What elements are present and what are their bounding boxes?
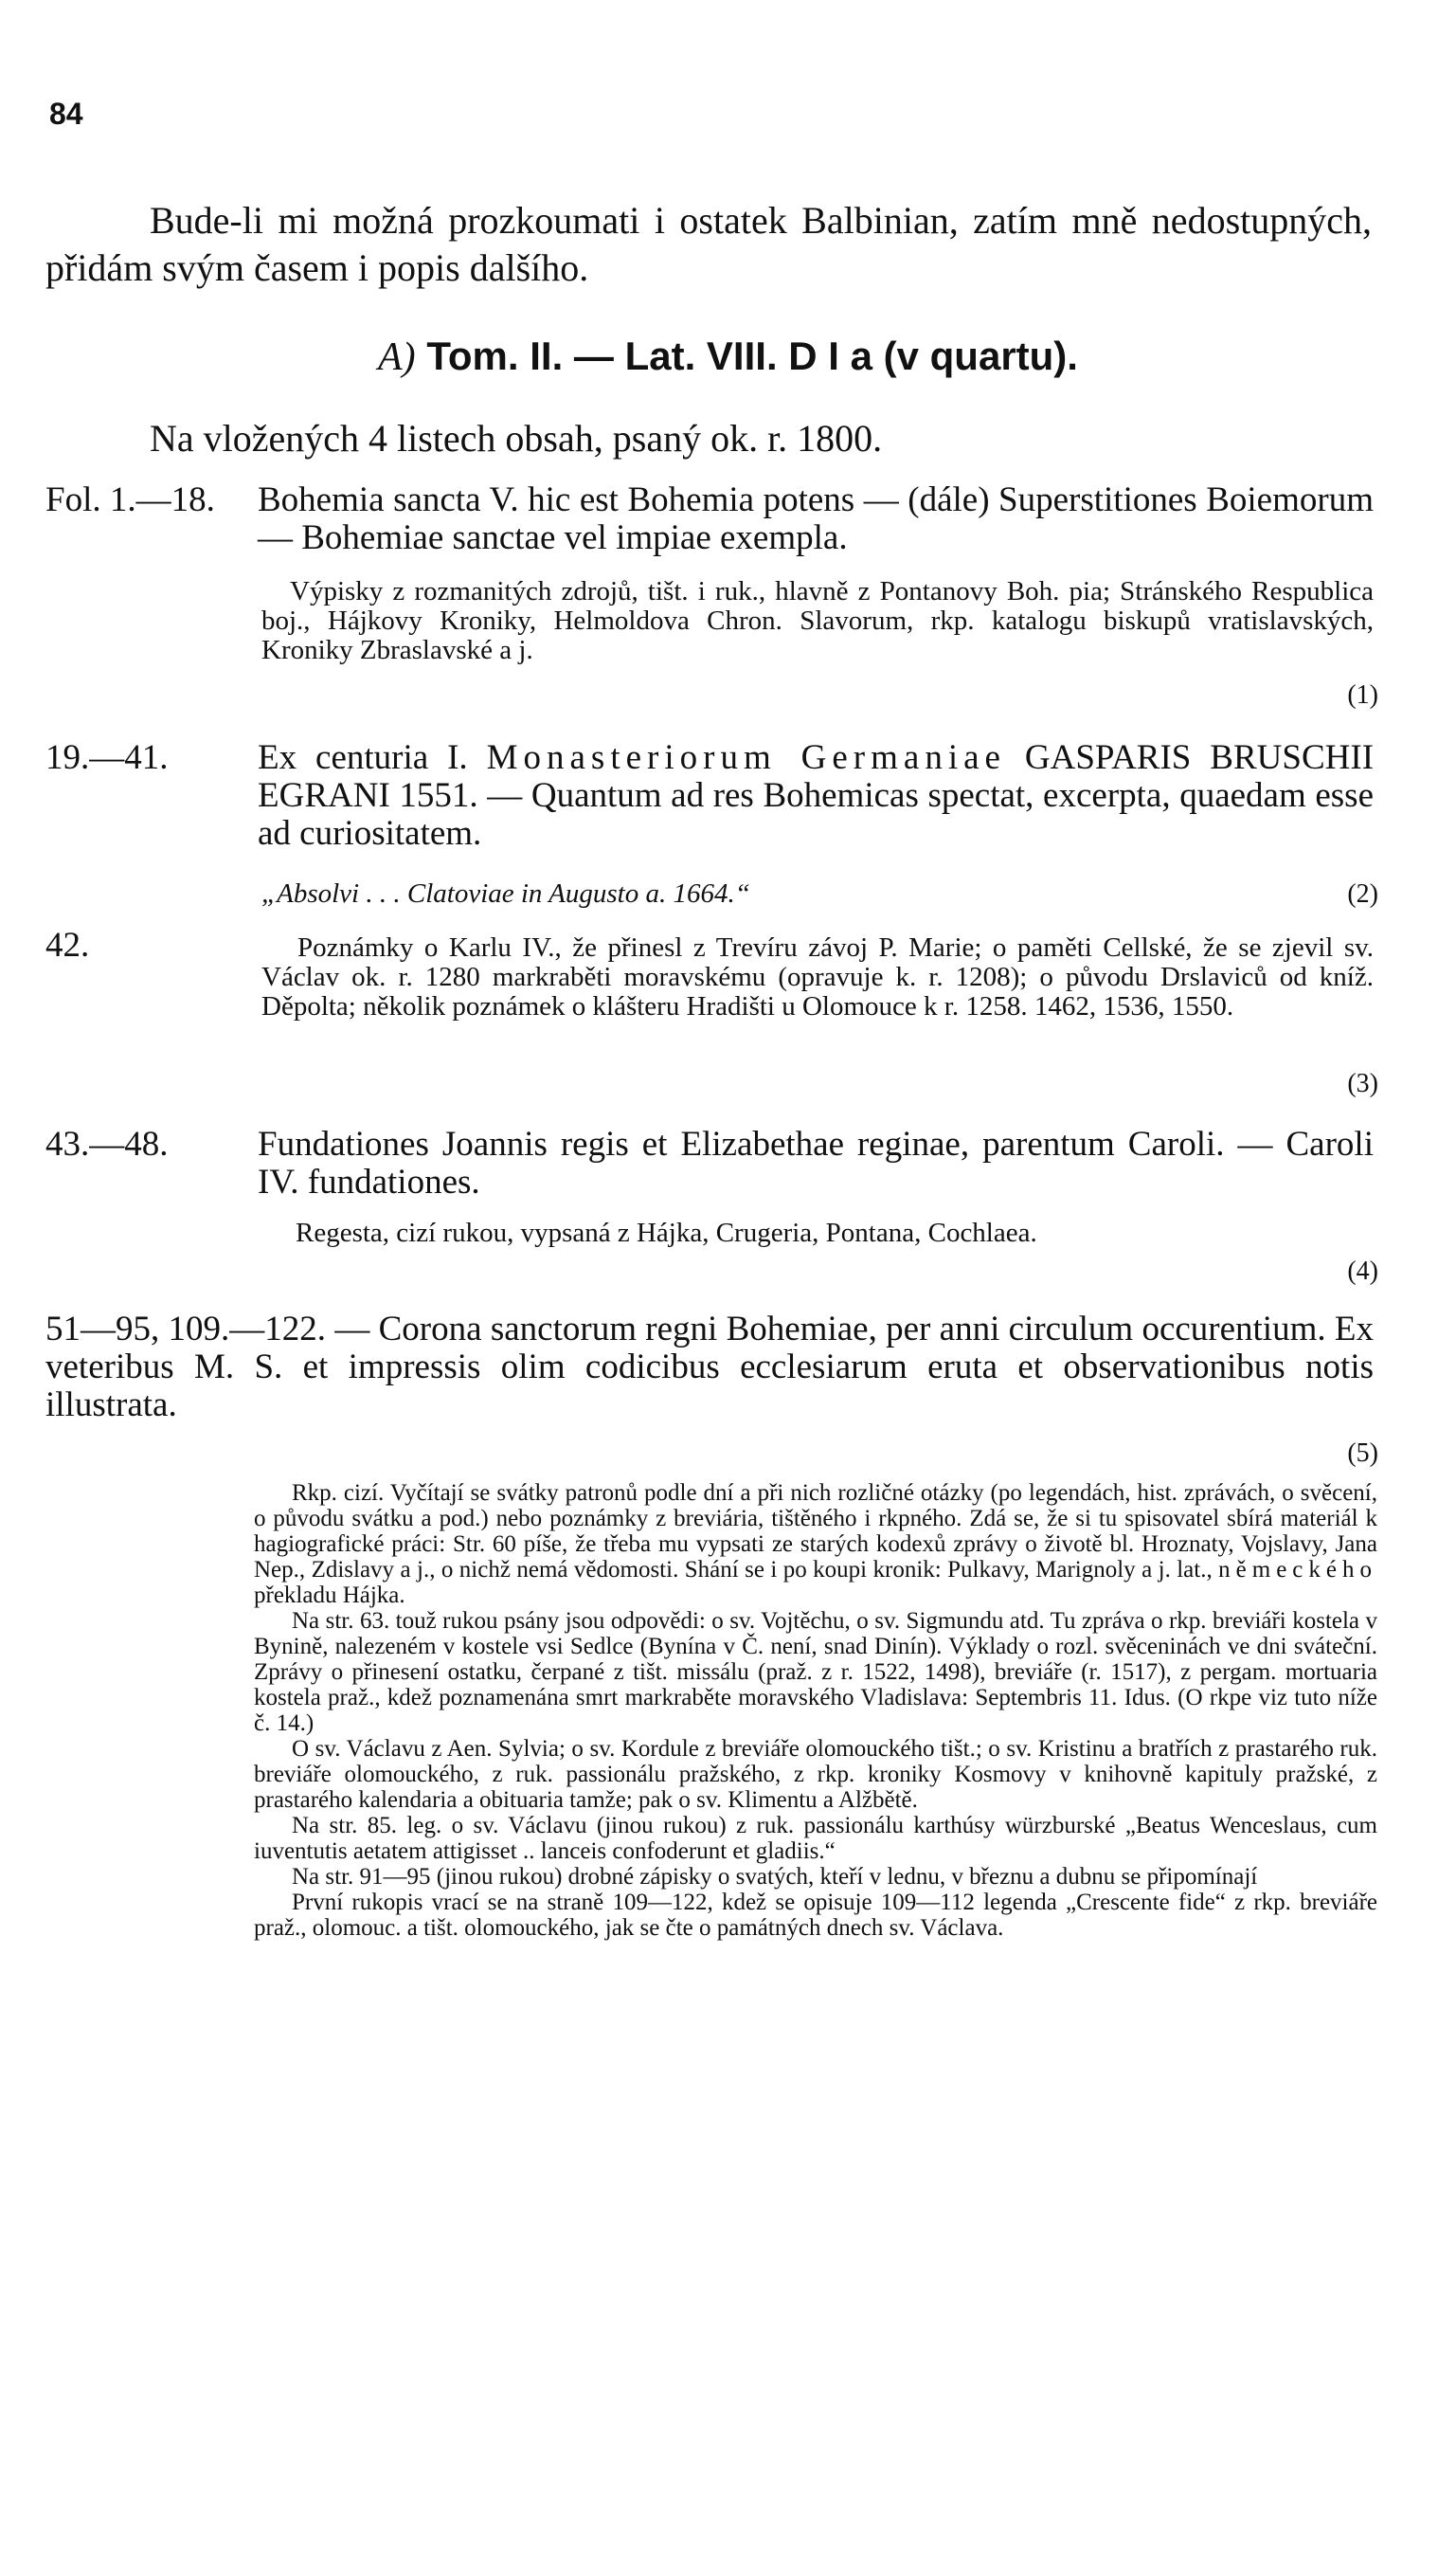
- entry-2-label: 19.—41.: [45, 738, 169, 777]
- entry-2-number: (2): [1347, 879, 1378, 909]
- entry-5: [45, 1311, 1374, 1424]
- notes-paragraph-6: První rukopis vrací se na straně 109—122, kdež se opisuje 109—112 legenda „Crescente fide“ z rkp. breviáře praž., olomouc. a tišt. olomouckého, jak se čte o památných dnech sv. Václava.: [254, 1890, 1377, 1941]
- entry-2-main-a: Ex centuria I.: [258, 738, 468, 777]
- entry-4-label: 43.—48.: [45, 1125, 169, 1164]
- heading-prefix: A): [378, 335, 416, 379]
- notes-paragraph-5: Na str. 91—95 (jinou rukou) drobné zápisky o svatých, kteří v lednu, v březnu a dubnu se připomínají: [292, 1864, 1258, 1890]
- notes-paragraph-1: [254, 1480, 1377, 1608]
- entry-1-label: Fol. 1.—18.: [45, 480, 215, 519]
- entry-2-main: [258, 739, 1374, 853]
- entry-1-number: (1): [1347, 680, 1378, 710]
- entry-5-label: 51—95, 109.—122.: [45, 1310, 327, 1348]
- entry-3-note: Poznámky o Karlu IV., že přinesl z Trevíru závoj P. Marie; o paměti Cellské, že se zjevil sv. Václav ok. r. 1280 markraběti moravskému (opravuje k. r. 1208); o původu Drslaviců od kníž. Děpolta; několik poznámek o klášteru Hradišti u Olomouce k r. 1258. 1462, 1536, 1550.: [261, 932, 1374, 1022]
- entry-5-number: (5): [1347, 1438, 1378, 1468]
- entry-2-main-b: GASPARIS BRUSCHII EGRANI 1551. — Quantum ad res Bohemicas spectat, excerpta, quaedam esse ad curiositatem.: [258, 738, 1375, 853]
- entry-3-label: 42.: [45, 926, 90, 965]
- entry-4-number: (4): [1347, 1257, 1378, 1286]
- intro-paragraph: Bude-li mi možná prozkoumati i ostatek Balbinian, zatím mně nedostupných, přidám svým časem i popis dalšího.: [45, 199, 1372, 289]
- notes-block: [254, 1480, 1377, 1941]
- heading-title: Tom. II. — Lat. VIII. D I a (v quartu).: [426, 334, 1078, 378]
- entry-3-number: (3): [1347, 1069, 1378, 1098]
- entry-4-note: Regesta, cizí rukou, vypsaná z Hájka, Crugeria, Pontana, Cochlaea.: [296, 1218, 1037, 1248]
- section-heading: [0, 334, 1456, 380]
- page-number: 84: [49, 97, 83, 131]
- entry-1-note: Výpisky z rozmanitých zdrojů, tišt. i ruk., hlavně z Pontanovy Boh. pia; Stránského Respublica boj., Hájkovy Kroniky, Helmoldova Chron. Slavorum, rkp. katalogu biskupů vratislavských, Kroniky Zbraslavské a j.: [261, 576, 1374, 665]
- notes-paragraph-2: Na str. 63. touž rukou psány jsou odpovědi: o sv. Vojtěchu, o sv. Sigmundu atd. Tu zpráva o rkp. breviáři kostela v Bynině, nalezeném v kostele vsi Sedlce (Bynína v Č. není, snad Dinín). Výklady o rozl. svěceninách ve dni sváteční. Zprávy o přinesení ostatku, čerpané z tišt. missálu (praž. z r. 1522, 1498), breviáře (r. 1517), z pergam. mortuaria kostela praž., kdež poznamenána smrt markraběte moravského Vladislava: Septembris 11. Idus. (O rkpe viz tuto níže č. 14.): [254, 1608, 1377, 1736]
- entry-5-main: — Corona sanctorum regni Bohemiae, per anni circulum occurentium. Ex veteribus M. S. et impressis olim codicibus ecclesiarum eruta et observationibus notis illustrata.: [45, 1310, 1375, 1424]
- entry-4-main: Fundationes Joannis regis et Elizabethae reginae, parentum Caroli. — Caroli IV. fundationes.: [258, 1125, 1374, 1202]
- notes-p1-spaced: německého: [1218, 1557, 1377, 1583]
- entry-2-quote: „Absolvi . . . Clatoviae in Augusto a. 1664.“: [261, 878, 750, 909]
- entry-2-main-spaced: Monasteriorum Germaniae: [486, 738, 1006, 777]
- contents-note: Na vložených 4 listech obsah, psaný ok. r. 1800.: [150, 417, 883, 460]
- notes-paragraph-3: O sv. Václavu z Aen. Sylvia; o sv. Kordule z breviáře olomouckého tišt.; o sv. Kristinu a bratřích z prastarého ruk. breviáře olomouckého, z ruk. passionálu pražského, z rkp. kroniky Kosmovy v knihovně kapituly pražské, z prastarého kalendaria a obituaria tamže; pak o sv. Klimentu a Alžbětě.: [254, 1736, 1377, 1813]
- notes-p1-a: Rkp. cizí. Vyčítají se svátky patronů podle dní a při nich rozličné otázky (po legendách, hist. zprávách, o svěcení, o původu svátku a pod.) nebo poznámky z breviária, tištěného i rkpného. Zdá se, že si tu spisovatel sbírá materiál k hagiografické práci: Str. 60 píše, že třeba mu vypsati ze starých kodexů zprávy o životě bl. Hroznaty, Vojslavy, Jana Nep., Zdislavy a j., o nichž nemá vědomosti. Shání se i po koupi kronik: Pulkavy, Marignoly a j. lat.,: [254, 1480, 1377, 1583]
- entry-1-main: Bohemia sancta V. hic est Bohemia potens — (dále) Superstitiones Boiemorum — Bohemiae sanctae vel impiae exempla.: [258, 480, 1374, 557]
- notes-p1-b: překladu Hájka.: [254, 1583, 405, 1608]
- notes-paragraph-4: Na str. 85. leg. o sv. Václavu (jinou rukou) z ruk. passionálu karthúsy würzburské „Beatus Wenceslaus, cum iuventutis aetatem attigisset .. lanceis confoderunt et gladiis.“: [254, 1813, 1377, 1864]
